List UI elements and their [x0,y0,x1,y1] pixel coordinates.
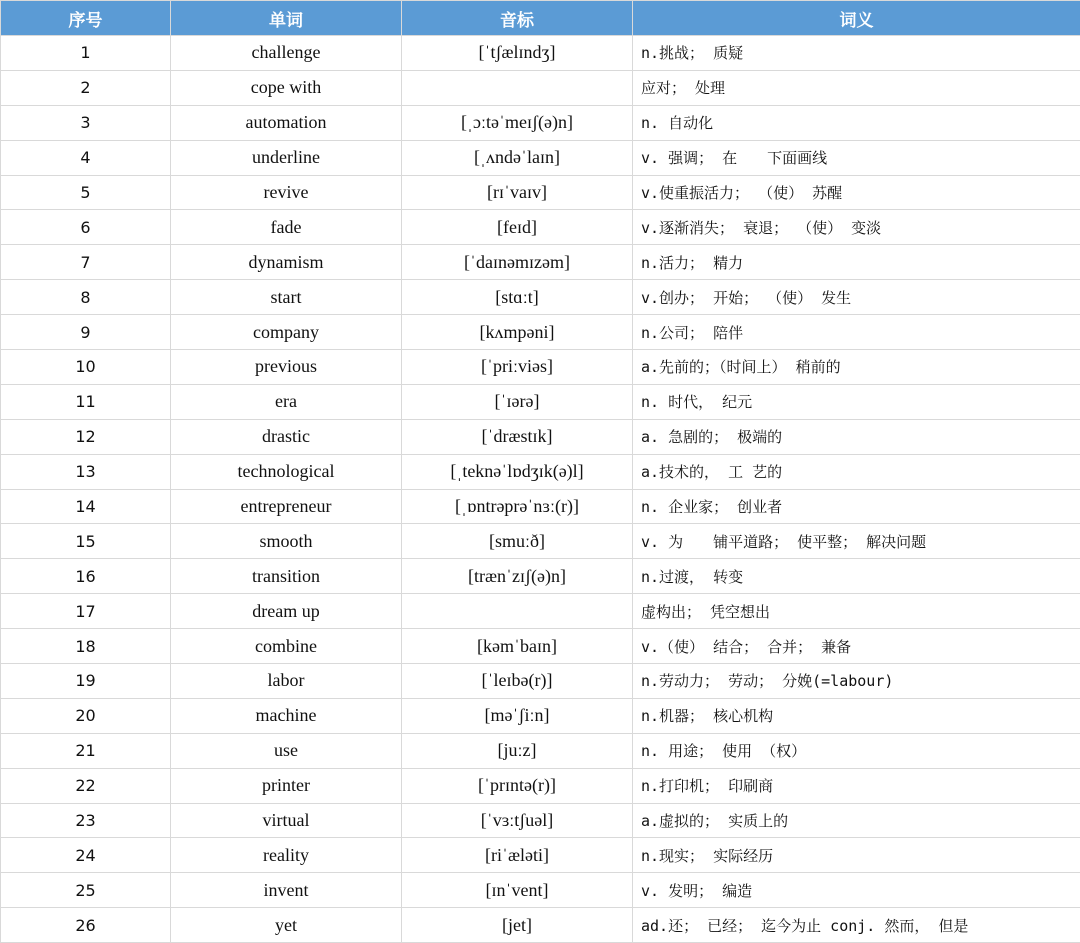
header-phonetic: 音标 [402,1,633,36]
serial-number-cell: 4 [1,140,171,175]
table-row [1,664,1080,699]
serial-number-cell: 22 [1,768,171,803]
meaning-cell: n.公司； 陪伴 [633,315,1080,350]
word-cell: technological [171,454,402,489]
table-row [1,419,1080,454]
header-word: 单词 [171,1,402,36]
serial-number-cell: 5 [1,175,171,210]
meaning-cell: v. 强调； 在 下面画线 [633,140,1080,175]
table-row [1,908,1080,943]
phonetic-cell: [stɑːt] [402,280,633,315]
word-cell: dynamism [171,245,402,280]
phonetic-cell: [məˈʃiːn] [402,698,633,733]
phonetic-cell: [kəmˈbaɪn] [402,629,633,664]
table-row [1,454,1080,489]
table-row [1,559,1080,594]
phonetic-cell [402,70,633,105]
table-body [1,36,1080,943]
table-row [1,594,1080,629]
table-row [1,489,1080,524]
serial-number-cell: 15 [1,524,171,559]
word-cell: use [171,733,402,768]
word-cell: challenge [171,36,402,71]
serial-number-cell: 1 [1,36,171,71]
meaning-cell: n.打印机； 印刷商 [633,768,1080,803]
meaning-cell: n.活力； 精力 [633,245,1080,280]
phonetic-cell: [trænˈzɪʃ(ə)n] [402,559,633,594]
word-cell: company [171,315,402,350]
word-cell: revive [171,175,402,210]
meaning-cell: v. 发明； 编造 [633,873,1080,908]
table-row [1,698,1080,733]
table-row [1,36,1080,71]
phonetic-cell: [ˈleɪbə(r)] [402,664,633,699]
table-row [1,803,1080,838]
phonetic-cell: [riˈæləti] [402,838,633,873]
word-cell: underline [171,140,402,175]
serial-number-cell: 10 [1,350,171,385]
meaning-cell: a.虚拟的； 实质上的 [633,803,1080,838]
phonetic-cell: [smuːð] [402,524,633,559]
meaning-cell: n. 自动化 [633,105,1080,140]
word-cell: fade [171,210,402,245]
table-row [1,105,1080,140]
meaning-cell: n. 用途； 使用 （权） [633,733,1080,768]
word-cell: cope with [171,70,402,105]
table-row [1,245,1080,280]
meaning-cell: a.先前的；（时间上） 稍前的 [633,350,1080,385]
phonetic-cell: [juːz] [402,733,633,768]
table-row [1,524,1080,559]
meaning-cell: v.创办； 开始； （使） 发生 [633,280,1080,315]
serial-number-cell: 3 [1,105,171,140]
word-cell: dream up [171,594,402,629]
serial-number-cell: 20 [1,698,171,733]
table-row [1,350,1080,385]
serial-number-cell: 17 [1,594,171,629]
phonetic-cell: [ˈtʃælɪndʒ] [402,36,633,71]
phonetic-cell: [ˈpriːviəs] [402,350,633,385]
phonetic-cell: [ˌɔːtəˈmeɪʃ(ə)n] [402,105,633,140]
table-row [1,873,1080,908]
header-serial-number: 序号 [1,1,171,36]
phonetic-cell: [ˈdræstɪk] [402,419,633,454]
phonetic-cell: [ɪnˈvent] [402,873,633,908]
meaning-cell: v. 为 铺平道路； 使平整； 解决问题 [633,524,1080,559]
word-cell: combine [171,629,402,664]
phonetic-cell: [ˈvɜːtʃuəl] [402,803,633,838]
table-row [1,733,1080,768]
meaning-cell: n. 企业家； 创业者 [633,489,1080,524]
meaning-cell: n.过渡， 转变 [633,559,1080,594]
meaning-cell: a.技术的， 工 艺的 [633,454,1080,489]
word-cell: labor [171,664,402,699]
table-row [1,629,1080,664]
serial-number-cell: 23 [1,803,171,838]
word-cell: printer [171,768,402,803]
phonetic-cell: [kʌmpəni] [402,315,633,350]
meaning-cell: 应对； 处理 [633,70,1080,105]
meaning-cell: 虚构出； 凭空想出 [633,594,1080,629]
table-row [1,70,1080,105]
serial-number-cell: 13 [1,454,171,489]
meaning-cell: n.机器； 核心机构 [633,698,1080,733]
serial-number-cell: 12 [1,419,171,454]
meaning-cell: n. 时代， 纪元 [633,384,1080,419]
header-row [1,1,1080,36]
meaning-cell: a. 急剧的； 极端的 [633,419,1080,454]
header-meaning: 词义 [633,1,1080,36]
word-cell: smooth [171,524,402,559]
meaning-cell: v.（使） 结合； 合并； 兼备 [633,629,1080,664]
serial-number-cell: 21 [1,733,171,768]
word-cell: start [171,280,402,315]
phonetic-cell: [ˈdaɪnəmɪzəm] [402,245,633,280]
serial-number-cell: 26 [1,908,171,943]
phonetic-cell: [ˈprɪntə(r)] [402,768,633,803]
table-header [1,1,1080,36]
word-cell: yet [171,908,402,943]
serial-number-cell: 19 [1,664,171,699]
phonetic-cell: [ˈɪərə] [402,384,633,419]
table-row [1,768,1080,803]
word-cell: invent [171,873,402,908]
word-cell: automation [171,105,402,140]
table-row [1,384,1080,419]
meaning-cell: v.逐渐消失； 衰退； （使） 变淡 [633,210,1080,245]
word-cell: reality [171,838,402,873]
phonetic-cell: [ˌɒntrəprəˈnɜː(r)] [402,489,633,524]
table-row [1,315,1080,350]
word-cell: previous [171,350,402,385]
meaning-cell: ad.还； 已经； 迄今为止 conj. 然而， 但是 [633,908,1080,943]
phonetic-cell: [rɪˈvaɪv] [402,175,633,210]
serial-number-cell: 11 [1,384,171,419]
table-row [1,838,1080,873]
meaning-cell: n.现实； 实际经历 [633,838,1080,873]
serial-number-cell: 24 [1,838,171,873]
word-cell: transition [171,559,402,594]
word-cell: machine [171,698,402,733]
table-row [1,140,1080,175]
meaning-cell: v.使重振活力； （使） 苏醒 [633,175,1080,210]
serial-number-cell: 6 [1,210,171,245]
meaning-cell: n.劳动力； 劳动； 分娩(=labour) [633,664,1080,699]
meaning-cell: n.挑战； 质疑 [633,36,1080,71]
table-row [1,175,1080,210]
serial-number-cell: 14 [1,489,171,524]
phonetic-cell: [feɪd] [402,210,633,245]
serial-number-cell: 2 [1,70,171,105]
serial-number-cell: 16 [1,559,171,594]
phonetic-cell: [jet] [402,908,633,943]
word-cell: era [171,384,402,419]
serial-number-cell: 25 [1,873,171,908]
phonetic-cell [402,594,633,629]
word-cell: entrepreneur [171,489,402,524]
table-row [1,210,1080,245]
word-cell: drastic [171,419,402,454]
serial-number-cell: 9 [1,315,171,350]
table-row [1,280,1080,315]
serial-number-cell: 8 [1,280,171,315]
serial-number-cell: 7 [1,245,171,280]
word-cell: virtual [171,803,402,838]
serial-number-cell: 18 [1,629,171,664]
phonetic-cell: [ˌteknəˈlɒdʒɪk(ə)l] [402,454,633,489]
phonetic-cell: [ˌʌndəˈlaɪn] [402,140,633,175]
